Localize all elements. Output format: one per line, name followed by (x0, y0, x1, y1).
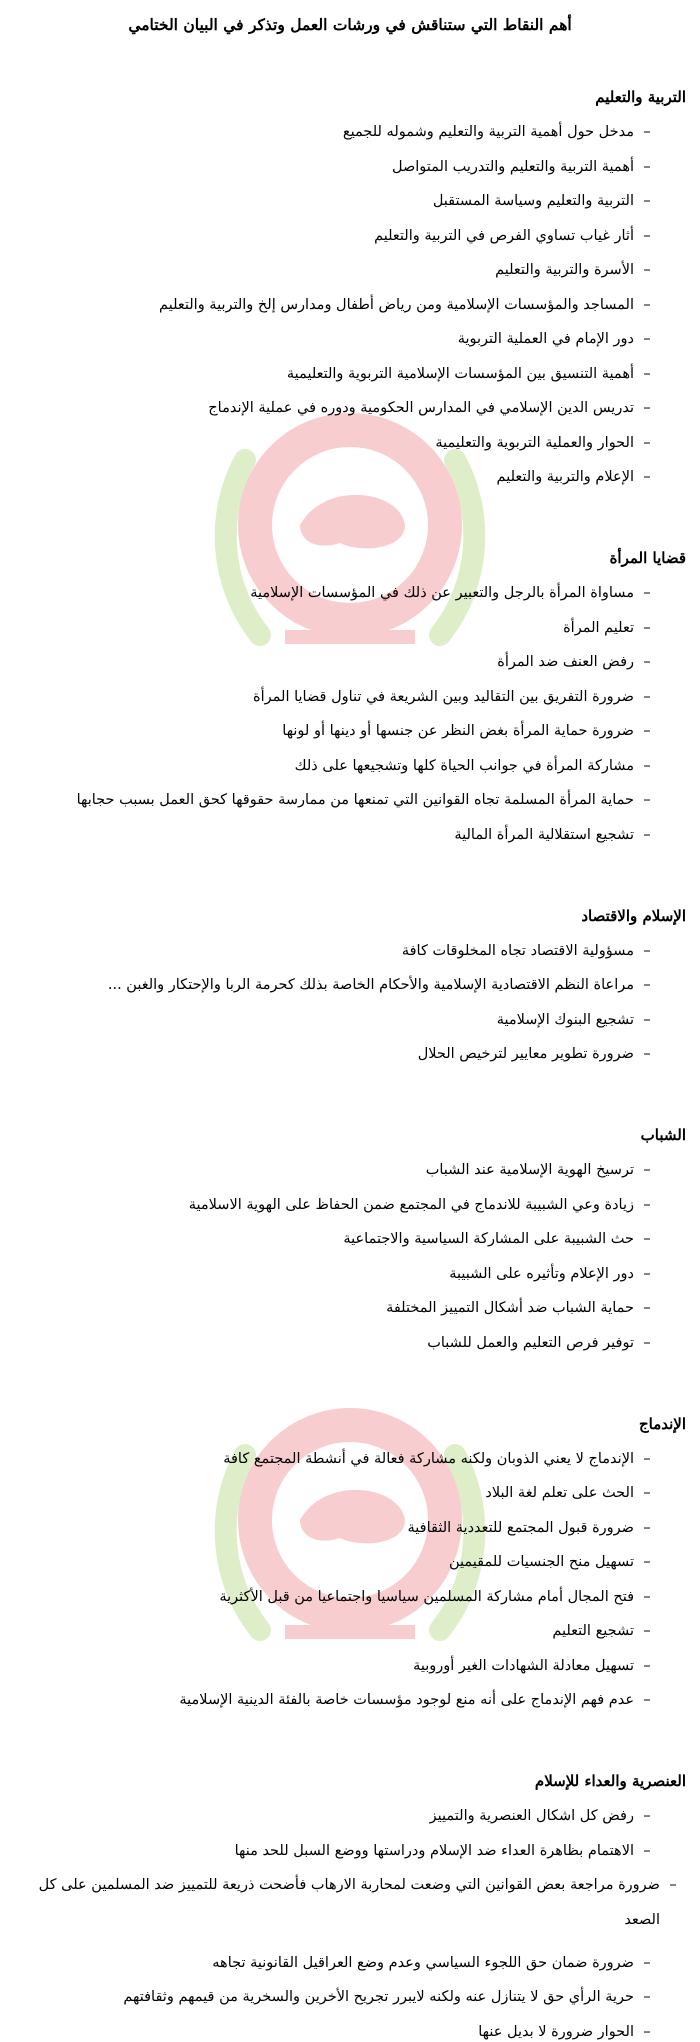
bullet-dash: – (643, 619, 651, 636)
list-item (14, 652, 660, 672)
list-item-text: ضرورة حماية المرأة بغض النظر عن جنسها أو دينها أو لونها (282, 723, 634, 739)
bullet-dash: – (643, 1046, 651, 1062)
list-item (14, 825, 660, 845)
list-item (14, 364, 660, 384)
list-item (14, 1160, 660, 1180)
list-item (14, 941, 660, 961)
list-item (14, 191, 660, 211)
bullet-dash: – (643, 400, 651, 416)
section-list (14, 1449, 686, 1711)
list-item (14, 260, 660, 280)
bullet-dash: – (643, 1231, 651, 1247)
bullet-dash: – (643, 296, 651, 313)
list-item-text: ضرورة التفريق بين التقاليد وبين الشريعة في تناول قضايا المرأة (253, 688, 634, 705)
list-item-text: ضرورة تطوير معايير لترخيص الحلال (417, 1046, 634, 1062)
list-item-text: دور الإعلام وتأثيره على الشبيبة (449, 1265, 634, 1282)
list-item (14, 1875, 686, 1938)
bullet-dash: – (643, 1011, 651, 1028)
list-item (14, 1010, 660, 1030)
section (14, 86, 686, 487)
list-item (14, 1518, 660, 1538)
list-item (14, 1298, 660, 1318)
bullet-dash: – (643, 227, 651, 244)
list-item-text: الحوار والعملية التربوية والتعليمية (435, 434, 634, 451)
bullet-dash: – (643, 1657, 651, 1674)
list-item-text: رفض كل اشكال العنصرية والتمييز (429, 1808, 634, 1824)
list-item (14, 1044, 660, 1064)
list-item-text: أهمية التربية والتعليم والتدريب المتواصل (391, 158, 634, 175)
bullet-dash: – (643, 1450, 651, 1467)
list-item-text: مدخل حول أهمية التربية والتعليم وشموله للجميع (342, 124, 634, 140)
bullet-dash: – (643, 1300, 651, 1316)
list-item (14, 1690, 660, 1710)
list-item-text: أهمية التنسيق بين المؤسسات الإسلامية التربوية والتعليمية (286, 365, 634, 382)
list-item-text: تعليم المرأة (563, 619, 634, 636)
list-item (14, 1587, 660, 1607)
bullet-dash: – (643, 1196, 651, 1213)
section-list (14, 1806, 686, 2042)
list-item (14, 1953, 660, 1973)
list-item (14, 1264, 660, 1284)
list-item-text: مسؤولية الاقتصاد تجاه المخلوقات كافة (401, 942, 634, 959)
list-item (14, 975, 660, 995)
list-item (14, 1552, 660, 1572)
bullet-dash: – (643, 1162, 651, 1178)
list-item-text: الاهتمام بظاهرة العداء ضد الإسلام ودراستها ووضع السبل للحد منها (234, 1842, 634, 1859)
list-item-text: مساواة المرأة بالرجل والتعبير عن ذلك في المؤسسات الإسلامية (250, 585, 634, 601)
section-list (14, 122, 686, 487)
list-item-text: المساجد والمؤسسات الإسلامية ومن رياض أطفال ومدارس إلخ والتربية والتعليم (159, 296, 634, 313)
bullet-dash: – (643, 757, 651, 774)
bullet-dash: – (643, 1808, 651, 1824)
section-heading: قضايا المرأة (609, 549, 686, 567)
list-item (14, 1806, 660, 1826)
section-list (14, 1160, 686, 1353)
list-item-text: توفير فرص التعليم والعمل للشباب (427, 1334, 634, 1351)
list-item (14, 1195, 660, 1215)
bullet-dash: – (643, 1623, 651, 1639)
bullet-dash: – (643, 723, 651, 739)
bullet-dash: – (643, 1842, 651, 1859)
list-item-text: تسهيل معادلة الشهادات الغير أوروبية (413, 1657, 634, 1674)
list-item-text: التربية والتعليم وسياسة المستقبل (432, 193, 634, 209)
list-item-text: حماية الشباب ضد أشكال التمييز المختلفة (386, 1300, 634, 1316)
list-item-text: تشجيع استقلالية المرأة المالية (454, 826, 634, 843)
list-item-text: ضرورة قبول المجتمع للتعددية الثقافية (407, 1519, 634, 1536)
bullet-dash: – (643, 1954, 651, 1971)
list-item-text: الإندماج لا يعني الذوبان ولكنه مشاركة فعالة في أنشطة المجتمع كافة (223, 1450, 634, 1467)
list-item-text: ترسيخ الهوية الإسلامية عند الشباب (425, 1162, 634, 1178)
list-item (14, 1449, 660, 1469)
list-item (14, 467, 660, 487)
list-item-text: الإعلام والتربية والتعليم (496, 469, 634, 485)
bullet-dash: – (643, 977, 651, 993)
bullet-dash: – (643, 1554, 651, 1570)
section (14, 1413, 686, 1711)
list-item (14, 1987, 660, 2007)
list-item-text: رفض العنف ضد المرأة (497, 654, 634, 670)
bullet-dash: – (643, 826, 651, 843)
bullet-dash: – (643, 1334, 651, 1351)
list-item (14, 790, 660, 810)
list-item-text: تشجيع البنوك الإسلامية (496, 1011, 634, 1028)
bullet-dash: – (643, 331, 651, 347)
list-item-text: حث الشبيبة على المشاركة السياسية والاجتماعية (343, 1231, 634, 1247)
section-heading: الإندماج (638, 1414, 686, 1433)
list-item (14, 122, 660, 142)
list-item-text: تسهيل منح الجنسيات للمقيمين (448, 1554, 634, 1570)
list-item-text: الأسرة والتربية والتعليم (495, 262, 634, 278)
section-heading: الشباب (640, 1126, 686, 1144)
sections-container (14, 86, 686, 2042)
list-item-text: أثار غياب تساوي الفرص في التربية والتعليم (374, 227, 634, 244)
list-item (14, 433, 660, 453)
list-item (14, 1656, 660, 1676)
list-item (14, 583, 660, 603)
list-item-text: مراعاة النظم الاقتصادية الإسلامية والأحكام الخاصة بذلك كحرمة الربا والإحتكار والغبن ... (107, 977, 634, 993)
section-list (14, 941, 686, 1065)
list-item (14, 226, 660, 246)
section-heading: العنصرية والعداء للإسلام (534, 1772, 686, 1790)
list-item-text: الحث على تعلم لغة البلاد (485, 1485, 634, 1501)
section (14, 905, 686, 1065)
bullet-dash: – (669, 1877, 677, 1893)
list-item-text: ضرورة مراجعة بعض القوانين التي وضعت لمحاربة الارهاب فأضحت ذريعة للتمييز ضد المسلمين على كل الصعد (38, 1877, 660, 1928)
list-item (14, 756, 660, 776)
list-item (14, 157, 660, 177)
bullet-dash: – (643, 1485, 651, 1501)
bullet-dash: – (643, 158, 651, 175)
bullet-dash: – (643, 1588, 651, 1605)
bullet-dash: – (643, 942, 651, 959)
list-item (14, 1621, 660, 1641)
list-item (14, 618, 660, 638)
list-item (14, 1229, 660, 1249)
list-item-text: عدم فهم الإندماج على أنه منع لوجود مؤسسات خاصة بالفئة الدينية الإسلامية (179, 1692, 634, 1708)
bullet-dash: – (643, 688, 651, 705)
bullet-dash: – (643, 193, 651, 209)
bullet-dash: – (643, 1692, 651, 1708)
section (14, 547, 686, 845)
bullet-dash: – (643, 262, 651, 278)
section-list (14, 583, 686, 845)
bullet-dash: – (643, 365, 651, 382)
bullet-dash: – (643, 124, 651, 140)
list-item (14, 1483, 660, 1503)
list-item-text: ضرورة ضمان حق اللجوء السياسي وعدم وضع العراقيل القانونية تجاهه (212, 1954, 634, 1971)
list-item-text: تدريس الدين الإسلامي في المدارس الحكومية ودوره في عملية الإندماج (208, 400, 634, 416)
bullet-dash: – (643, 1519, 651, 1536)
bullet-dash: – (643, 2023, 651, 2040)
bullet-dash: – (643, 434, 651, 451)
list-item-text: حرية الرأي حق لا يتنازل عنه ولكنه لايبرر تجريح الأخرين والسخرية من قيمهم وثقافتهم (123, 1989, 634, 2005)
list-item-text: فتح المجال أمام مشاركة المسلمين سياسيا واجتماعيا من قبل الأكثرية (219, 1588, 634, 1605)
list-item (14, 1333, 660, 1353)
list-item-text: زيادة وعي الشبيبة للاندماج في المجتمع ضمن الحفاظ على الهوية الاسلامية (188, 1196, 634, 1213)
bullet-dash: – (643, 585, 651, 601)
bullet-dash: – (643, 792, 651, 808)
list-item (14, 687, 660, 707)
list-item (14, 721, 660, 741)
section (14, 1770, 686, 2042)
list-item-text: الحوار ضرورة لا بديل عنها (478, 2023, 634, 2040)
page-title: أهم النقاط التي ستناقش في ورشات العمل وتذكر في البيان الختامي (128, 15, 572, 34)
section-heading: الإسلام والاقتصاد (581, 906, 686, 925)
bullet-dash: – (643, 654, 651, 670)
section-heading: التربية والتعليم (595, 88, 686, 106)
list-item-text: حماية المرأة المسلمة تجاه القوانين التي تمنعها من ممارسة حقوقها كحق العمل بسبب حجابها (76, 792, 634, 808)
bullet-dash: – (643, 1989, 651, 2005)
list-item (14, 329, 660, 349)
list-item-text: تشجيع التعليم (552, 1623, 634, 1639)
bullet-dash: – (643, 469, 651, 485)
section (14, 1124, 686, 1353)
list-item-text: دور الإمام في العملية التربوية (457, 331, 634, 347)
list-item (14, 295, 660, 315)
bullet-dash: – (643, 1265, 651, 1282)
list-item (14, 398, 660, 418)
list-item (14, 2022, 660, 2042)
list-item-text: مشاركة المرأة في جوانب الحياة كلها وتشجيعها على ذلك (294, 757, 634, 774)
list-item (14, 1841, 660, 1861)
